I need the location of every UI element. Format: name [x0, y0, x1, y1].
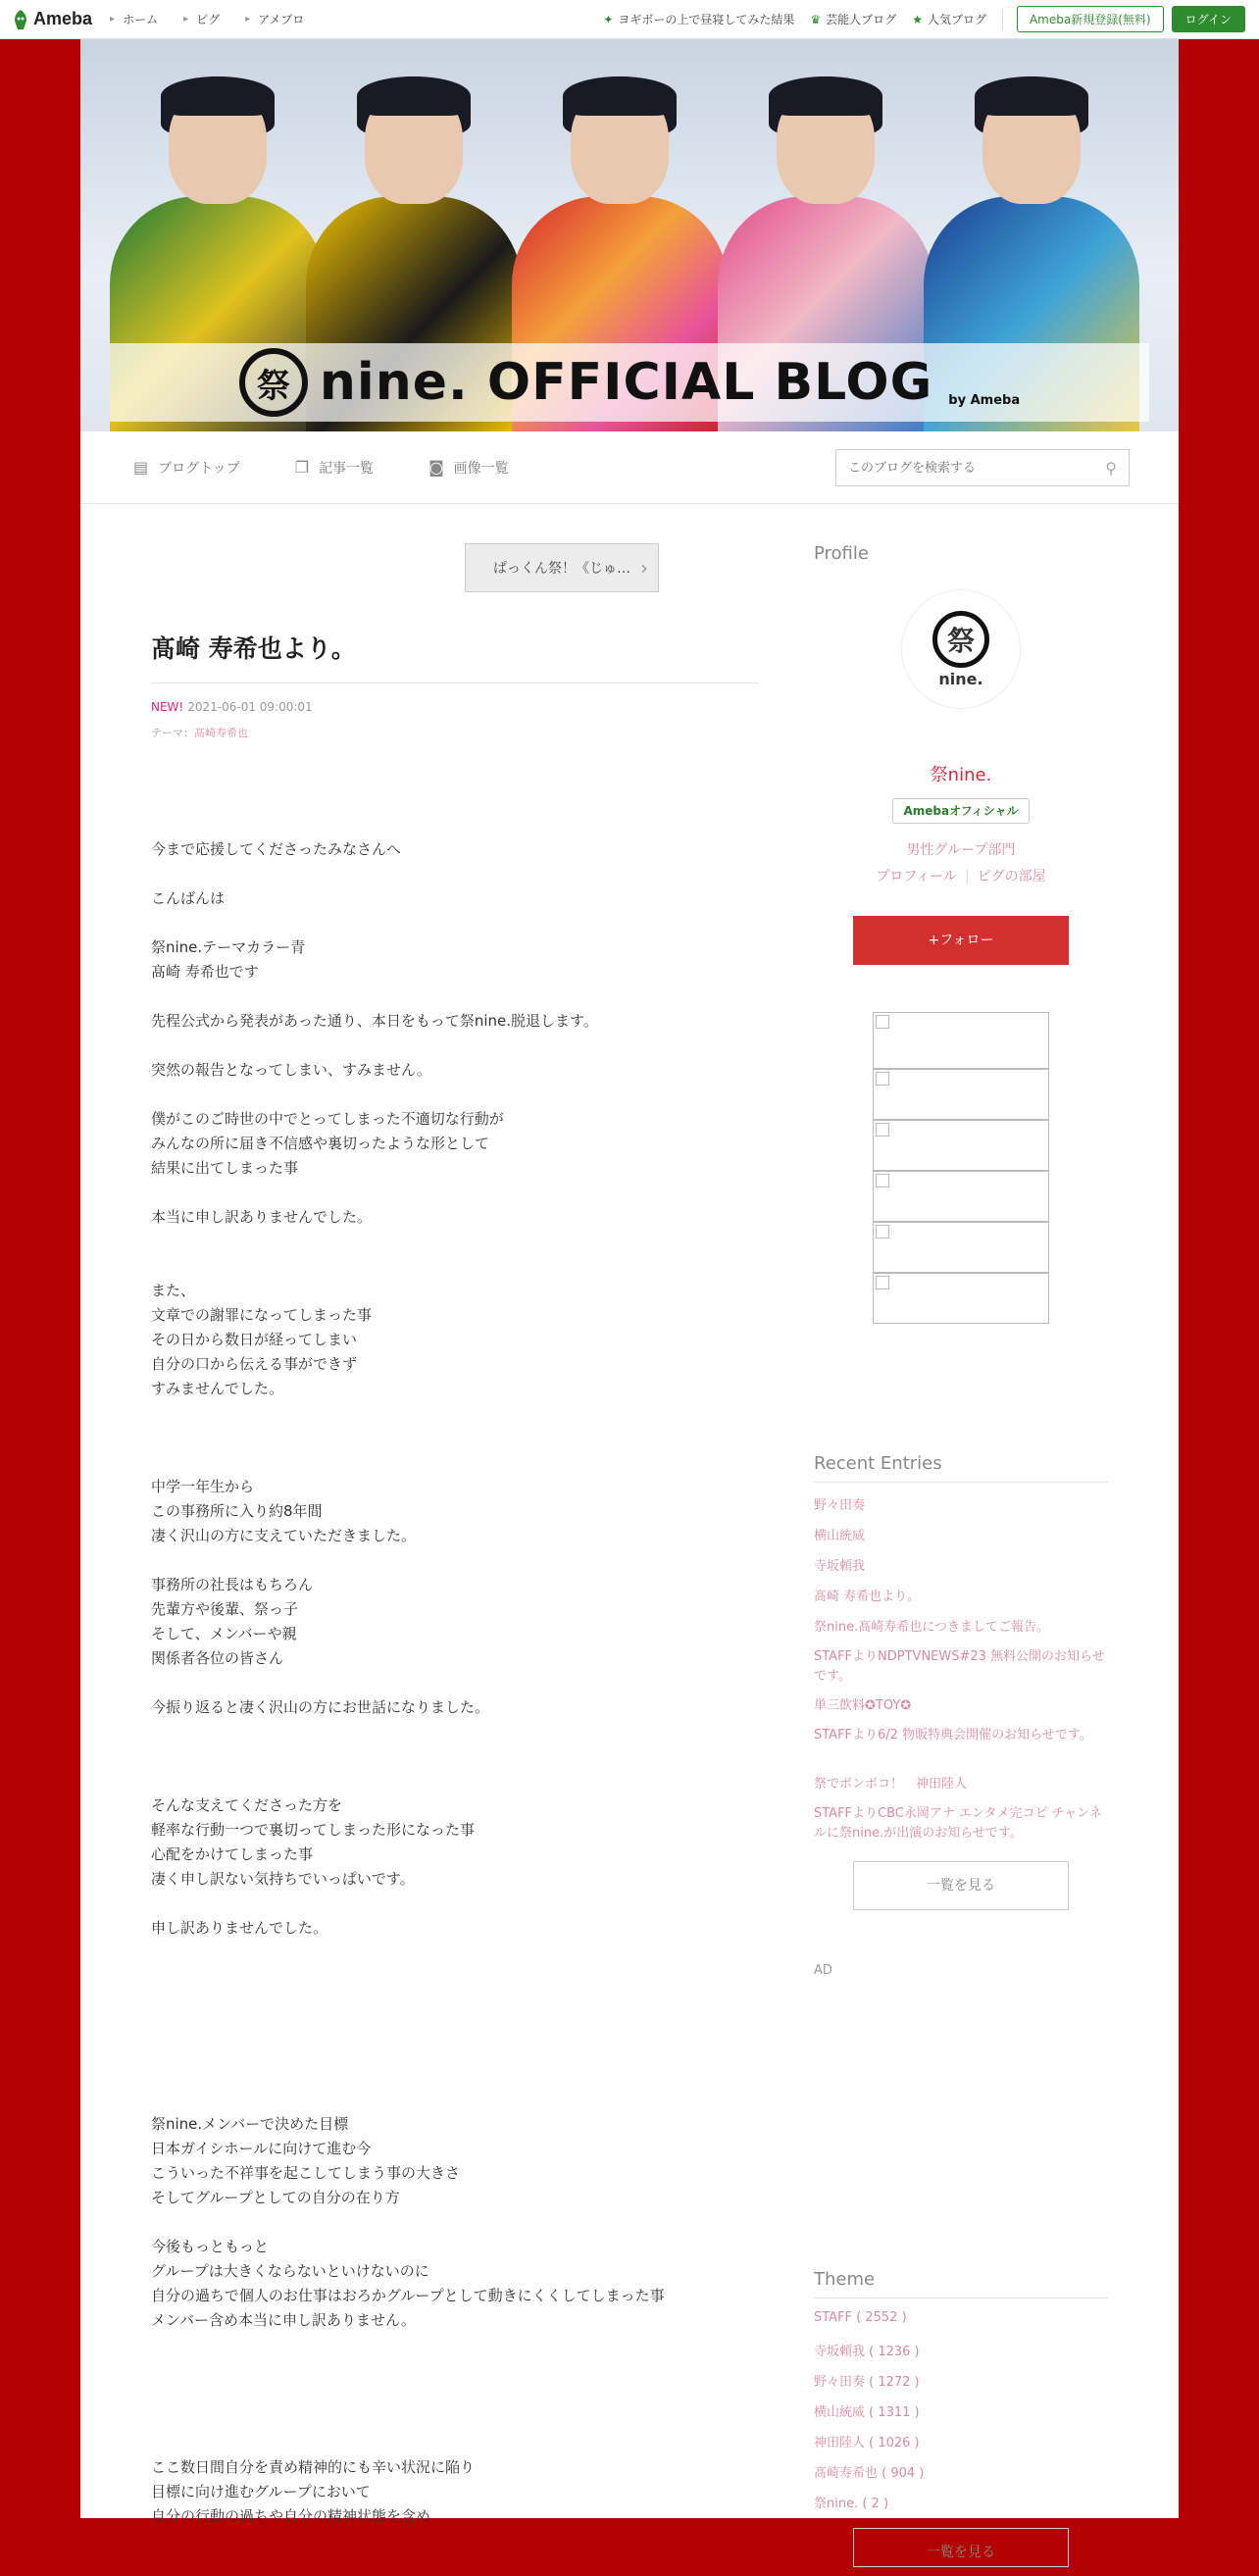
article-line: そしてグループとしての自分の在り方	[151, 2189, 400, 2206]
theme-link[interactable]: 髙崎寿希也	[194, 727, 248, 739]
recent-entry-link[interactable]: STAFFよりNDPTVNEWS#23 無料公開のお知らせです。	[814, 1649, 1105, 1684]
camera-icon: ◙	[428, 458, 444, 477]
article-line: すみませんでした。	[151, 1380, 284, 1397]
follow-button[interactable]: +フォロー	[853, 916, 1069, 965]
recent-entry-link[interactable]: 横山統威	[814, 1529, 866, 1543]
nav-entry-list[interactable]	[295, 458, 374, 478]
copy-icon: ❐	[294, 458, 310, 477]
article-line: グループは大きくならないといけないのに	[151, 2262, 429, 2280]
pig-room-link[interactable]: ピグの部屋	[977, 869, 1046, 884]
nav-pigg[interactable]: ▸ ピグ	[183, 11, 220, 27]
header-link-trending-label: ヨギボーの上で昼寝してみた結果	[618, 13, 795, 26]
sparkle-icon: ✦	[603, 12, 614, 26]
article-line: ここ数日間自分を責め精神的にも辛い状況に陥り	[151, 2458, 476, 2476]
blog-title	[110, 343, 1149, 422]
header-link-popular[interactable]	[912, 11, 986, 27]
article-line: メンバー含め本当に申し訳ありません。	[151, 2311, 416, 2329]
prev-entry-button[interactable]	[465, 543, 659, 592]
recent-entries-heading: Recent Entries	[814, 1453, 1108, 1483]
ad-label: AD	[814, 1963, 832, 1978]
article-line: 祭nine.テーマカラー青	[151, 938, 306, 956]
recent-entry-link[interactable]: 単三飲料✪TOY✪	[814, 1698, 912, 1713]
broken-image[interactable]	[873, 1012, 1049, 1069]
blog-header-image[interactable]	[80, 39, 1179, 431]
nav-blog-top[interactable]	[133, 458, 240, 478]
article-line: 先輩方や後輩、祭っ子	[151, 1600, 299, 1618]
article-line: 凄く申し訳ない気持ちでいっぱいです。	[151, 1870, 415, 1888]
prev-entry-label: ぱっくん祭！《じゅ…	[493, 561, 630, 577]
nav-home[interactable]: ▸ ホーム	[110, 11, 158, 27]
profile-link[interactable]: プロフィール	[876, 869, 957, 884]
article-line: 凄く沢山の方に支えていただきました。	[151, 1527, 417, 1544]
broken-image[interactable]	[873, 1120, 1049, 1171]
article-line: 心配をかけてしまった事	[151, 1845, 314, 1863]
blog-title-text: nine. OFFICIAL BLOG	[319, 353, 933, 412]
theme-more-button[interactable]: 一覧を見る	[853, 2528, 1069, 2567]
article-line: 今振り返ると凄く沢山の方にお世話になりました。	[151, 1698, 490, 1716]
matsuri-logo-icon: 祭	[239, 348, 308, 417]
theme-heading: Theme	[814, 2269, 1108, 2298]
theme-item-link[interactable]: STAFF ( 2552 )	[814, 2310, 907, 2325]
global-header	[0, 0, 1259, 39]
official-badge: Amebaオフィシャル	[892, 798, 1030, 824]
header-link-popular-label: 人気ブログ	[927, 13, 986, 26]
broken-image[interactable]	[873, 1273, 1049, 1324]
article-line: こういった不祥事を起こしてしまう事の大きさ	[151, 2164, 461, 2182]
register-button[interactable]: Ameba新規登録(無料)	[1017, 6, 1164, 32]
new-badge: NEW!	[151, 700, 184, 714]
global-nav	[110, 11, 329, 27]
broken-image[interactable]	[873, 1069, 1049, 1120]
article-line: 今まで応援してくださったみなさんへ	[151, 840, 401, 858]
article-line: 先程公式から発表があった通り、本日をもって祭nine.脱退します。	[151, 1012, 598, 1030]
header-link-celebrity[interactable]	[810, 11, 896, 27]
nav-blog-top-label: ブログトップ	[158, 460, 240, 477]
recent-entry-link[interactable]: 野々田奏	[814, 1498, 866, 1513]
header-links	[603, 6, 1259, 32]
article-meta	[151, 700, 313, 714]
article-theme	[151, 725, 248, 740]
article-line: 突然の報告となってしまい、すみません。	[151, 1061, 431, 1079]
theme-item-link[interactable]: 野々田奏 ( 1272 )	[814, 2375, 920, 2390]
broken-image[interactable]	[873, 1171, 1049, 1222]
nav-entry-list-label: 記事一覧	[319, 460, 375, 477]
broken-image[interactable]	[873, 1222, 1049, 1273]
article-line: そして、メンバーや親	[151, 1625, 297, 1642]
article-line: 自分の行動の過ちや自分の精神状態を含め	[151, 2507, 431, 2525]
article-line: この事務所に入り約8年間	[151, 1502, 323, 1520]
blog-page	[80, 39, 1179, 2560]
theme-label: テーマ：	[151, 727, 194, 739]
avatar[interactable]	[902, 590, 1020, 708]
article-line: 申し訳ありませんでした。	[151, 1919, 328, 1937]
recent-entry-link[interactable]: 髙崎 寿希也より。	[814, 1590, 921, 1604]
login-button[interactable]: ログイン	[1172, 6, 1245, 32]
avatar-logo-icon: 祭	[932, 611, 989, 668]
divider	[1002, 9, 1003, 30]
article-line: 自分の過ちで個人のお仕事はおろかグループとして動きにくくしてしまった事	[151, 2287, 665, 2304]
theme-item-link[interactable]: 寺坂頼我 ( 1236 )	[814, 2345, 920, 2359]
article-line: 日本ガイシホールに向けて進む今	[151, 2140, 372, 2157]
theme-item-link[interactable]: 神田陸人 ( 1026 )	[814, 2436, 920, 2450]
ameba-logo-icon	[12, 9, 29, 30]
article-line: そんな支えてくださった方を	[151, 1796, 343, 1814]
search-icon[interactable]: ⚲	[1105, 458, 1117, 478]
ameba-logo-text: Ameba	[33, 9, 93, 28]
article-line: みんなの所に届き不信感や裏切ったような形として	[151, 1135, 490, 1152]
nav-ameblo[interactable]: ▸ アメブロ	[245, 11, 304, 27]
recent-more-button[interactable]: 一覧を見る	[853, 1861, 1069, 1910]
article-line: 髙崎 寿希也です	[151, 963, 259, 981]
article-line: 文章での謝罪になってしまった事	[151, 1306, 373, 1324]
article-line: 祭nine.メンバーで決めた目標	[151, 2115, 349, 2133]
blog-search[interactable]	[835, 449, 1130, 486]
recent-entry-link[interactable]: STAFFより6/2 物販特典会開催のお知らせです。	[814, 1728, 1092, 1743]
article-line: 目標に向け進むグループにおいて	[151, 2483, 371, 2500]
chevron-right-icon: ›	[640, 556, 648, 580]
article-line: 中学一年生から	[151, 1478, 255, 1495]
avatar-logo-text: nine.	[938, 669, 983, 688]
star-icon: ★	[912, 12, 923, 26]
header-link-celebrity-label: 芸能人ブログ	[826, 13, 897, 26]
crown-icon: ♛	[810, 12, 822, 26]
article-line: その日から数日が経ってしまい	[151, 1331, 358, 1348]
by-ameba-label: by Ameba	[948, 393, 1021, 408]
article-line: 今後もっともっと	[151, 2238, 270, 2255]
article-line: 結果に出てしまった事	[151, 1159, 299, 1177]
blog-nav	[80, 431, 1179, 504]
article-line: 事務所の社長はもちろん	[151, 1576, 314, 1593]
article-line: 軽率な行動一つで裏切ってしまった形になった事	[151, 1821, 476, 1839]
article-title[interactable]: 髙崎 寿希也より。	[151, 630, 759, 683]
document-icon: ▤	[133, 458, 149, 477]
ameba-logo[interactable]	[12, 9, 92, 30]
profile-heading: Profile	[814, 543, 869, 564]
recent-entry-link[interactable]: 祭nine.髙崎寿希也につきましてご報告。	[814, 1620, 1049, 1635]
recent-entry-link[interactable]: STAFFよりCBC永岡アナ エンタメ完コピ チャンネルに祭nine.が出演のお知らせです。	[814, 1806, 1102, 1841]
theme-item-link[interactable]: 祭nine. ( 2 )	[814, 2497, 889, 2511]
divider: |	[964, 869, 970, 884]
article-line: こんばんは	[151, 889, 226, 907]
theme-item-link[interactable]: 髙崎寿希也 ( 904 )	[814, 2466, 925, 2481]
article-line: 僕がこのご時世の中でとってしまった不適切な行動が	[151, 1110, 504, 1128]
theme-item-link[interactable]: 横山統威 ( 1311 )	[814, 2405, 920, 2420]
profile-name[interactable]: 祭nine.	[930, 765, 992, 785]
article-datetime: 2021-06-01 09:00:01	[187, 700, 313, 714]
nav-image-list[interactable]	[428, 458, 509, 478]
category-link[interactable]: 男性グループ部門	[906, 842, 1016, 858]
article-line: 本当に申し訳ありませんでした。	[151, 1208, 373, 1226]
article-line: 関係者各位の皆さん	[151, 1649, 284, 1667]
profile-links	[814, 866, 1108, 885]
recent-entry-link[interactable]: 寺坂頼我	[814, 1559, 866, 1574]
nav-image-list-label: 画像一覧	[453, 460, 509, 477]
article-line: 自分の口から伝える事ができず	[151, 1355, 358, 1373]
search-input[interactable]	[848, 461, 1105, 476]
header-link-trending[interactable]	[603, 11, 794, 27]
article-line: また、	[151, 1282, 196, 1299]
recent-entry-link[interactable]: 祭でボンボコ！ 神田陸人	[814, 1777, 968, 1792]
